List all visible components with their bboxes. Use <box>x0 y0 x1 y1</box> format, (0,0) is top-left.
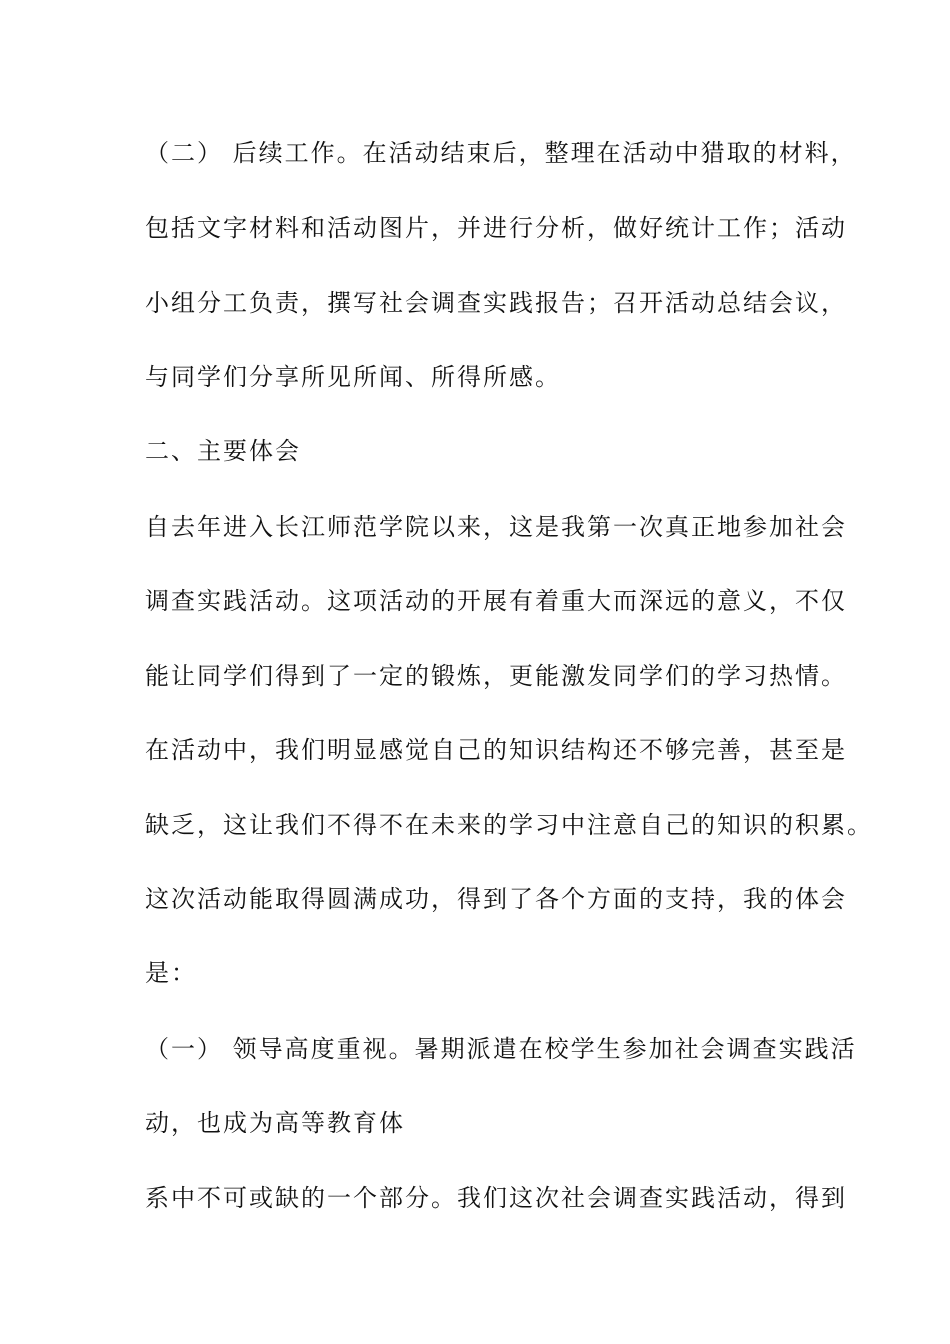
text-line: 动，也成为高等教育体 <box>145 1109 405 1137</box>
text-line: 缺乏，这让我们不得不在未来的学习中注意自己的知识的积累。 <box>145 811 873 839</box>
text-line: 小组分工负责，撰写社会调查实践报告；召开活动总结会议， <box>145 289 847 317</box>
text-line: 这次活动能取得圆满成功，得到了各个方面的支持，我的体会 <box>145 885 847 913</box>
text-line: 能让同学们得到了一定的锻炼，更能激发同学们的学习热情。 <box>145 662 847 690</box>
text-line: 是： <box>145 959 197 987</box>
section-heading: 二、主要体会 <box>145 437 301 465</box>
text-line: 与同学们分享所见所闻、所得所感。 <box>145 363 561 391</box>
text-line: 系中不可或缺的一个部分。我们这次社会调查实践活动，得到 <box>145 1184 847 1212</box>
text-line-leadership: （一） 领导高度重视。暑期派遣在校学生参加社会调查实践活 <box>145 1035 857 1063</box>
text-line: 自去年进入长江师范学院以来，这是我第一次真正地参加社会 <box>145 513 847 541</box>
text-line: 在活动中，我们明显感觉自己的知识结构还不够完善，甚至是 <box>145 736 847 764</box>
text-line: 调查实践活动。这项活动的开展有着重大而深远的意义，不仅 <box>145 587 847 615</box>
text-line-follow-up-work: （二） 后续工作。在活动结束后，整理在活动中猎取的材料， <box>145 139 857 167</box>
text-line: 包括文字材料和活动图片，并进行分析，做好统计工作；活动 <box>145 214 847 242</box>
